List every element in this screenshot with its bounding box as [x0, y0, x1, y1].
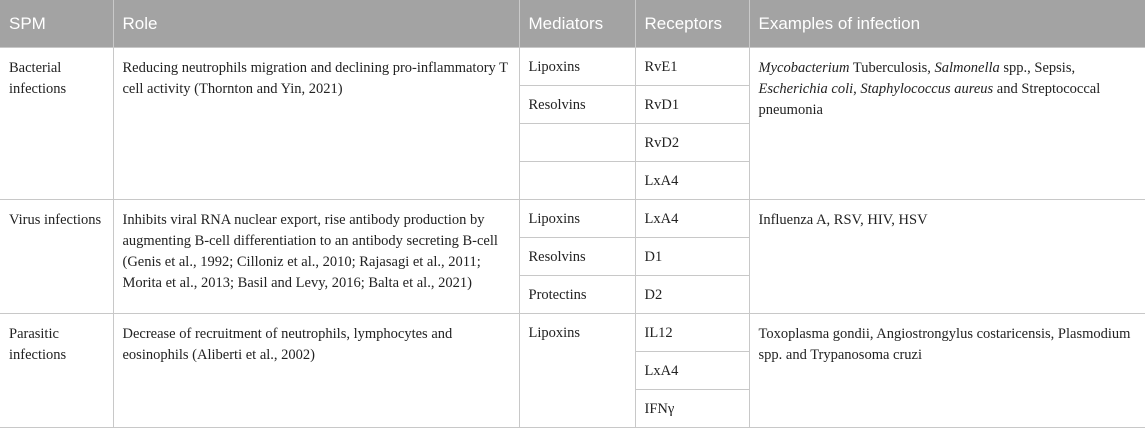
examples-cell: [749, 48, 1145, 200]
examples-text: Escherichia coli: [758, 81, 854, 97]
header-mediators: Mediators: [519, 0, 635, 48]
role-cell: Inhibits viral RNA nuclear export, rise antibody production by augmenting B-cell differentiation to an antibody secreting B-cell (Genis et al., 1992; Cilloniz et al., 2010; Rajasagi et al., 2011; Morita et al., 2013; Basil and Levy, 2016; Balta et al., 2021): [113, 200, 519, 314]
mediator-cell: Lipoxins: [519, 200, 635, 238]
examples-text: Staphylococcus aureus: [860, 81, 994, 97]
spm-cell: Parasitic infections: [0, 314, 113, 428]
examples-text: and Streptococcal pneumonia: [758, 81, 1101, 118]
receptor-cell: IFNγ: [635, 390, 749, 428]
mediator-cell: [519, 162, 635, 200]
role-cell: Reducing neutrophils migration and declining pro-inflammatory T cell activity (Thornton and Yin, 2021): [113, 48, 519, 200]
receptor-cell: D2: [635, 276, 749, 314]
spm-cell: Bacterial infections: [0, 48, 113, 200]
mediator-cell: Lipoxins: [519, 48, 635, 86]
examples-cell: Toxoplasma gondii, Angiostrongylus costaricensis, Plasmodium spp. and Trypanosoma cruzi: [749, 314, 1145, 428]
mediator-cell: Resolvins: [519, 238, 635, 276]
receptor-cell: RvE1: [635, 48, 749, 86]
examples-text: Mycobacterium: [758, 60, 850, 76]
receptor-cell: LxA4: [635, 162, 749, 200]
mediator-cell: Lipoxins: [519, 314, 635, 428]
mediator-cell: Protectins: [519, 276, 635, 314]
role-cell: Decrease of recruitment of neutrophils, lymphocytes and eosinophils (Aliberti et al., 2002): [113, 314, 519, 428]
header-spm: SPM: [0, 0, 113, 48]
table-row: [0, 314, 1145, 352]
receptor-cell: D1: [635, 238, 749, 276]
examples-text: Salmonella: [934, 60, 1000, 76]
mediator-cell: Resolvins: [519, 86, 635, 124]
examples-text: spp., Sepsis,: [999, 60, 1076, 76]
examples-text: Tuberculosis,: [849, 60, 935, 76]
examples-cell: Influenza A, RSV, HIV, HSV: [749, 200, 1145, 314]
header-row: [0, 0, 1145, 48]
receptor-cell: RvD2: [635, 124, 749, 162]
mediator-cell: [519, 124, 635, 162]
receptor-cell: RvD1: [635, 86, 749, 124]
table-row: [0, 48, 1145, 86]
receptor-cell: LxA4: [635, 352, 749, 390]
examples-text: ,: [853, 81, 861, 97]
header-receptors: Receptors: [635, 0, 749, 48]
receptor-cell: LxA4: [635, 200, 749, 238]
spm-cell: Virus infections: [0, 200, 113, 314]
receptor-cell: IL12: [635, 314, 749, 352]
header-role: Role: [113, 0, 519, 48]
header-examples: Examples of infection: [749, 0, 1145, 48]
table-row: [0, 200, 1145, 238]
